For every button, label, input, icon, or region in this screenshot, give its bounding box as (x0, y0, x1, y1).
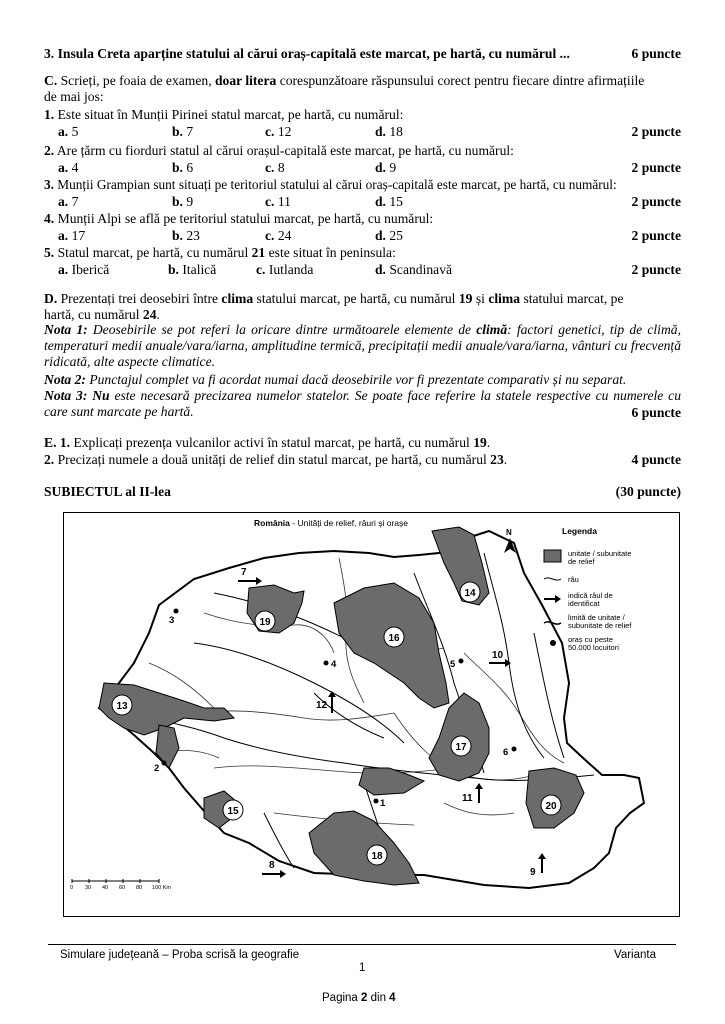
question-3-text (44, 46, 570, 62)
section-c-intro-a: Scrieți, pe foaia de examen, (57, 73, 215, 88)
svg-text:3: 3 (169, 615, 175, 626)
svg-text:8: 8 (269, 860, 275, 871)
relief-label-17 (451, 736, 471, 756)
option-value-d: 15 (389, 194, 403, 209)
e-l1c: . (486, 435, 491, 450)
option-label-b: b. (172, 160, 183, 175)
q3-text: 3. Insula Creta aparține statului al cărui oraș-capitală este marcat, pe hartă, cu numărul ... (44, 46, 570, 61)
city-2 (154, 761, 167, 775)
c-item-3-points: 2 puncte (631, 194, 681, 209)
legend-text-4a: limită de unitate / (568, 613, 625, 622)
section-c-intro-b: corespunzătoare răspunsului corect pentru fiecare dintre afirmațiile (276, 73, 645, 88)
section-c-letter: C. (44, 73, 58, 88)
c-item-1-stmt: Este situat în Munții Pirinei statul marcat, pe hartă, cu numărul: (54, 107, 404, 122)
nota1-a: Deosebirile se pot referi la oricare dintre următoarele elemente de (87, 322, 477, 337)
nota2-label: Nota 2: (44, 372, 86, 387)
d-t4: statului marcat, pe (520, 291, 624, 306)
c-item-2-stmt: Are țărm cu fiorduri statul al cărui orașul-capitală este marcat, pe hartă, cu numărul: (54, 143, 514, 158)
c-item-4-option-a (58, 228, 85, 244)
e-l2a: 2. (44, 452, 55, 467)
svg-text:19: 19 (259, 617, 271, 628)
c-item-3-option-b (172, 194, 193, 210)
option-value-d: Scandinavă (389, 262, 453, 277)
c-item-5-stmt-bold: 21 (251, 245, 266, 260)
c-item-2-option-c (265, 160, 285, 176)
section-e-line2 (44, 452, 507, 468)
d-t3: și (472, 291, 489, 306)
section-e-points: 4 puncte (631, 452, 681, 467)
relief-label-15 (223, 800, 243, 820)
nota3-bold: Nu (87, 388, 110, 403)
d-line2c: . (156, 307, 160, 322)
footer-right: Varianta (614, 949, 656, 961)
option-value-b: Italică (182, 262, 217, 277)
north-arrow-icon (504, 528, 516, 553)
svg-text:4: 4 (331, 659, 337, 670)
option-value-c: 24 (277, 228, 292, 243)
relief-label-20 (541, 795, 561, 815)
option-value-d: 18 (389, 124, 403, 139)
q3-points: 6 puncte (631, 46, 681, 61)
legend-text-4b: subunitate de relief (568, 621, 632, 630)
section-c-intro-bold: doar litera (215, 73, 277, 88)
option-label-d: d. (375, 262, 386, 277)
svg-text:5: 5 (450, 659, 456, 670)
city-6 (503, 747, 517, 759)
c-item-4-num: 4. (44, 211, 55, 226)
c-item-4-option-c (265, 228, 291, 244)
nota2-text: Punctajul complet va fi acordat numai dacă deosebirile vor fi prezentate comparativ și nu separat. (85, 372, 627, 387)
e-l1: Explicați prezența vulcanilor activi în statul marcat, pe hartă, cu numărul (70, 435, 474, 450)
legend-text-3b: identificat (568, 599, 600, 608)
city-1 (374, 798, 387, 809)
footer-page (322, 992, 396, 1004)
option-label-b: b. (172, 228, 183, 243)
scale-tick-0: 0 (70, 885, 74, 891)
svg-text:13: 13 (116, 701, 128, 712)
option-label-c: c. (265, 228, 275, 243)
map-title-bold: România (254, 518, 290, 528)
svg-text:10: 10 (492, 650, 504, 661)
scale-tick-3: 60 (119, 885, 126, 891)
option-label-b: b. (172, 124, 183, 139)
option-value-d: 9 (389, 160, 397, 175)
legend-text-3a: indică râul de (568, 591, 613, 600)
c-item-2-text (44, 143, 514, 159)
option-value-c: Iutlanda (268, 262, 314, 277)
svg-text:6: 6 (503, 747, 509, 758)
option-value-a: 5 (71, 124, 79, 139)
nota1-bold: climă (476, 322, 508, 337)
city-4 (324, 659, 338, 670)
page-b: din (367, 992, 390, 1004)
section-c-intro (44, 73, 644, 89)
c-item-1-option-a (58, 124, 78, 140)
c-item-1-option-c (265, 124, 291, 140)
river-arrow-11 (462, 783, 483, 804)
option-label-c: c. (256, 262, 266, 277)
c-item-5-stmt-a: Statul marcat, pe hartă, cu numărul (54, 245, 252, 260)
relief-label-14 (460, 582, 480, 602)
option-value-b: 23 (186, 228, 200, 243)
map-title-rest: - Unități de relief, râuri și orașe (289, 518, 409, 528)
c-item-2-option-a (58, 160, 78, 176)
option-label-c: c. (265, 194, 275, 209)
footer-left: Simulare județeană – Proba scrisă la geografie (60, 949, 300, 961)
nota3-label: Nota 3: (44, 388, 88, 403)
river-arrow-7 (238, 567, 262, 585)
scale-tick-4: 80 (136, 885, 143, 891)
e-l2c: . (503, 452, 508, 467)
svg-text:14: 14 (464, 588, 476, 599)
option-label-d: d. (375, 194, 386, 209)
option-value-a: 4 (71, 160, 79, 175)
legend-text-5b: 50.000 locuitori (568, 643, 619, 652)
c-item-4-option-d (375, 228, 403, 244)
option-label-a: a. (58, 124, 69, 139)
c-item-2-option-b (172, 160, 193, 176)
section-d-line2 (44, 307, 160, 323)
nota1-label: Nota 1: (44, 322, 88, 337)
c-item-3-option-c (265, 194, 291, 210)
c-item-3-text (44, 177, 617, 193)
d-t2b: 19 (458, 291, 473, 306)
option-value-b: 7 (186, 124, 194, 139)
subject-title: SUBIECTUL al II-lea (44, 484, 171, 499)
option-value-c: 11 (277, 194, 291, 209)
legend-text-2: râu (568, 575, 579, 584)
romania-relief-map (63, 512, 680, 917)
c-item-5-option-d (375, 262, 452, 278)
river-arrow-9 (530, 853, 546, 878)
e-l2: Precizați numele a două unități de relief din statul marcat, pe hartă, cu numărul (54, 452, 491, 467)
scale-tick-1: 30 (85, 885, 92, 891)
relief-label-18 (367, 845, 387, 865)
relief-unit-19 (247, 585, 304, 633)
d-t1b: clima (221, 291, 254, 306)
c-item-1-points: 2 puncte (631, 124, 681, 139)
c-item-5-option-a (58, 262, 109, 278)
page-total: 4 (389, 992, 396, 1004)
legend-text-5a: oraș cu peste (568, 635, 614, 644)
legend-text-1b: de relief (568, 557, 595, 566)
legend-title: Legenda (562, 526, 597, 536)
c-item-4-stmt: Munții Alpi se află pe teritoriul statului marcat, pe hartă, cu numărul: (54, 211, 434, 226)
d-line2a: hartă, cu numărul (44, 307, 143, 322)
c-item-2-num: 2. (44, 143, 55, 158)
option-value-a: 17 (71, 228, 86, 243)
svg-text:20: 20 (545, 801, 557, 812)
d-t3b: clima (488, 291, 521, 306)
option-label-a: a. (58, 228, 69, 243)
c-item-5-text (44, 245, 396, 261)
svg-text:12: 12 (316, 700, 328, 711)
c-item-3-num: 3. (44, 177, 54, 192)
option-label-b: b. (172, 194, 183, 209)
svg-text:1: 1 (380, 798, 386, 809)
section-d-points: 6 puncte (631, 405, 681, 420)
section-d-nota3 (44, 388, 681, 420)
c-item-3-stmt: Munții Grampian sunt situați pe teritoriul statului al cărui oraș-capitală este marcat, pe hartă, cu numărul: (53, 177, 617, 192)
svg-text:2: 2 (154, 763, 160, 774)
option-label-d: d. (375, 228, 386, 243)
option-label-a: a. (58, 160, 69, 175)
d-t2: statului marcat, pe hartă, cu numărul (253, 291, 459, 306)
svg-text:17: 17 (455, 742, 467, 753)
nota3-text: este necesară precizarea numelor statelor. Se poate face referire la statele respective cu numerele cu care sunt marcate pe hartă. (44, 388, 682, 420)
subject-points: (30 puncte) (615, 484, 681, 499)
c-item-3-option-a (58, 194, 78, 210)
section-e-line1 (44, 435, 490, 451)
svg-text:11: 11 (462, 793, 473, 804)
relief-label-16 (384, 627, 404, 647)
legend-text-1a: unitate / subunitate (568, 549, 632, 558)
c-item-2-points: 2 puncte (631, 160, 681, 175)
river-symbol-icon (544, 578, 561, 580)
footer-divider (48, 944, 676, 945)
c-item-1-option-b (172, 124, 193, 140)
c-item-5-option-b (168, 262, 216, 278)
c-item-2-option-d (375, 160, 396, 176)
option-label-b: b. (168, 262, 179, 277)
scale-tick-5: 100 Km (152, 885, 171, 891)
e-l1b: 19 (473, 435, 487, 450)
svg-text:15: 15 (227, 806, 239, 817)
svg-text:18: 18 (371, 851, 383, 862)
scale-bar (70, 879, 171, 891)
c-item-5-num: 5. (44, 245, 55, 260)
relief-label-19 (255, 611, 275, 631)
svg-text:16: 16 (388, 633, 400, 644)
section-d-nota1 (44, 322, 681, 371)
svg-text:9: 9 (530, 867, 536, 878)
option-label-c: c. (265, 124, 275, 139)
nota1-b: : factori genetici, tip de climă, temperaturi medii anuale/vara/iarna, amplitudine termică, precipitații medii anuale/vara/iarna, vânturi cu frecvență ridicată, alte aspecte climatice. (44, 322, 681, 370)
relief-unit-swatch-icon (544, 550, 561, 562)
city-5 (450, 659, 464, 671)
option-value-b: 6 (186, 160, 194, 175)
option-label-c: c. (265, 160, 275, 175)
d-t1: Prezentați trei deosebiri între (57, 291, 222, 306)
c-item-3-option-d (375, 194, 403, 210)
relief-units (99, 527, 584, 885)
d-line2b: 24 (142, 307, 157, 322)
option-label-d: d. (375, 160, 386, 175)
page-a: Pagina (322, 992, 362, 1004)
option-value-a: Iberică (71, 262, 110, 277)
section-d-line1 (44, 291, 623, 307)
option-value-d: 25 (389, 228, 403, 243)
c-item-1-text (44, 107, 403, 123)
option-value-c: 8 (277, 160, 285, 175)
river-arrow-12 (316, 691, 336, 713)
section-d-letter: D. (44, 291, 58, 306)
relief-label-13 (112, 695, 132, 715)
option-label-d: d. (375, 124, 386, 139)
map-svg (64, 513, 679, 916)
option-value-b: 9 (186, 194, 194, 209)
c-item-4-points: 2 puncte (631, 228, 681, 243)
city-dot-icon (550, 640, 556, 646)
e-l2b: 23 (490, 452, 504, 467)
c-item-1-num: 1. (44, 107, 55, 122)
map-title (254, 518, 408, 528)
section-d-nota2 (44, 372, 626, 388)
c-item-1-option-d (375, 124, 403, 140)
c-item-5-stmt-b: este situat în peninsula: (265, 245, 396, 260)
c-item-5-points: 2 puncte (631, 262, 681, 277)
relief-unit-13b (156, 725, 179, 768)
option-label-a: a. (58, 262, 69, 277)
city-3 (169, 609, 179, 627)
section-c-intro-line2: de mai jos: (44, 89, 104, 104)
e-l1a: E. 1. (44, 435, 71, 450)
svg-text:7: 7 (241, 567, 247, 578)
option-label-a: a. (58, 194, 69, 209)
c-item-4-text (44, 211, 433, 227)
page-num: 2 (361, 992, 368, 1004)
c-item-5-option-c (256, 262, 313, 278)
footer-variant: 1 (359, 962, 366, 974)
svg-text:N: N (506, 528, 512, 537)
c-item-4-option-b (172, 228, 200, 244)
option-value-a: 7 (71, 194, 79, 209)
scale-tick-2: 40 (102, 885, 109, 891)
option-value-c: 12 (277, 124, 292, 139)
